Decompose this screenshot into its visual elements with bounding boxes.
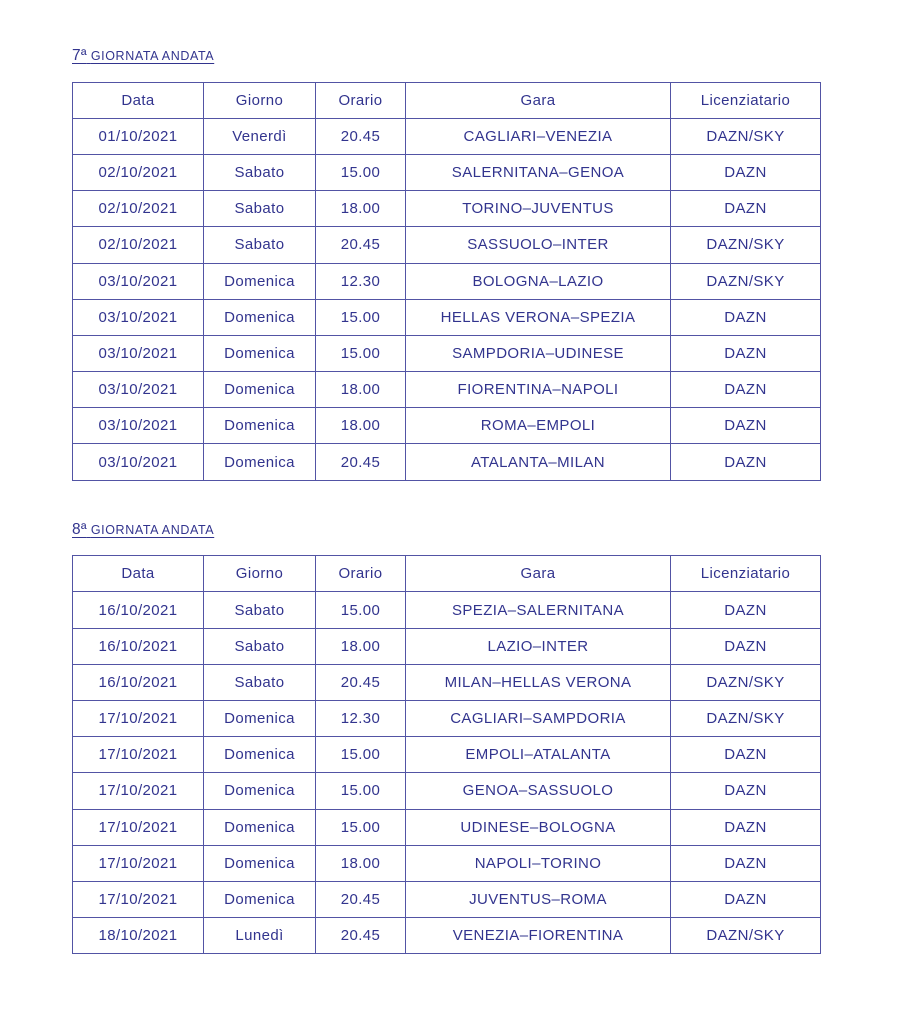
table-cell: 02/10/2021 <box>73 227 204 263</box>
table-cell: 15.00 <box>316 335 406 371</box>
header-cell-gara: Gara <box>406 82 671 118</box>
table-cell: 16/10/2021 <box>73 628 204 664</box>
table-cell: 20.45 <box>316 444 406 480</box>
table-cell: SASSUOLO–INTER <box>406 227 671 263</box>
giornata-7-section <box>72 47 905 481</box>
table-cell: 16/10/2021 <box>73 592 204 628</box>
table-cell: Lunedì <box>204 918 316 954</box>
table-cell: Domenica <box>204 737 316 773</box>
table-cell: 15.00 <box>316 154 406 190</box>
table-cell: Domenica <box>204 263 316 299</box>
section-ordinal: 7ª <box>72 47 87 64</box>
table-cell: 02/10/2021 <box>73 154 204 190</box>
table-cell: 18.00 <box>316 372 406 408</box>
table-cell: Domenica <box>204 444 316 480</box>
table-cell: DAZN <box>671 444 821 480</box>
table-cell: Sabato <box>204 191 316 227</box>
table-cell: 15.00 <box>316 299 406 335</box>
table-row <box>73 592 821 628</box>
table-cell: 15.00 <box>316 809 406 845</box>
table-cell: Domenica <box>204 335 316 371</box>
table-cell: DAZN/SKY <box>671 918 821 954</box>
table-row <box>73 773 821 809</box>
table-cell: NAPOLI–TORINO <box>406 845 671 881</box>
table-cell: Domenica <box>204 408 316 444</box>
table-cell: FIORENTINA–NAPOLI <box>406 372 671 408</box>
table-cell: ROMA–EMPOLI <box>406 408 671 444</box>
table-row <box>73 918 821 954</box>
header-cell-orario: Orario <box>316 556 406 592</box>
table-cell: BOLOGNA–LAZIO <box>406 263 671 299</box>
table-cell: 12.30 <box>316 263 406 299</box>
table-cell: EMPOLI–ATALANTA <box>406 737 671 773</box>
table-cell: 20.45 <box>316 664 406 700</box>
table-row <box>73 227 821 263</box>
table-row <box>73 335 821 371</box>
header-cell-orario: Orario <box>316 82 406 118</box>
table-cell: Domenica <box>204 845 316 881</box>
table-cell: DAZN <box>671 809 821 845</box>
table-cell: 03/10/2021 <box>73 299 204 335</box>
header-cell-data: Data <box>73 82 204 118</box>
table-cell: 20.45 <box>316 918 406 954</box>
table-cell: VENEZIA–FIORENTINA <box>406 918 671 954</box>
table-cell: CAGLIARI–SAMPDORIA <box>406 701 671 737</box>
table-row <box>73 154 821 190</box>
table-cell: 20.45 <box>316 881 406 917</box>
table-row <box>73 299 821 335</box>
table-cell: DAZN <box>671 299 821 335</box>
table-cell: Domenica <box>204 701 316 737</box>
table-cell: Domenica <box>204 372 316 408</box>
table-row <box>73 701 821 737</box>
table-cell: SAMPDORIA–UDINESE <box>406 335 671 371</box>
giornata-8-section <box>72 521 905 955</box>
table-cell: 17/10/2021 <box>73 809 204 845</box>
table-header-row <box>73 556 821 592</box>
table-cell: 18.00 <box>316 408 406 444</box>
table-row <box>73 809 821 845</box>
header-cell-licenziatario: Licenziatario <box>671 556 821 592</box>
header-cell-giorno: Giorno <box>204 82 316 118</box>
table-cell: LAZIO–INTER <box>406 628 671 664</box>
table-cell: 02/10/2021 <box>73 191 204 227</box>
schedule-table-giornata-7 <box>72 82 821 481</box>
table-cell: ATALANTA–MILAN <box>406 444 671 480</box>
section-title <box>72 521 905 540</box>
table-cell: DAZN/SKY <box>671 263 821 299</box>
table-cell: DAZN/SKY <box>671 118 821 154</box>
table-cell: 18/10/2021 <box>73 918 204 954</box>
table-row <box>73 191 821 227</box>
table-header-row <box>73 82 821 118</box>
table-cell: Sabato <box>204 227 316 263</box>
table-cell: DAZN <box>671 592 821 628</box>
table-cell: DAZN/SKY <box>671 664 821 700</box>
table-row <box>73 372 821 408</box>
table-cell: Sabato <box>204 154 316 190</box>
table-cell: 12.30 <box>316 701 406 737</box>
table-cell: 16/10/2021 <box>73 664 204 700</box>
table-cell: 15.00 <box>316 737 406 773</box>
table-cell: 18.00 <box>316 191 406 227</box>
table-cell: DAZN <box>671 737 821 773</box>
table-cell: DAZN <box>671 372 821 408</box>
header-cell-gara: Gara <box>406 556 671 592</box>
table-row <box>73 737 821 773</box>
table-body <box>73 118 821 480</box>
table-cell: 17/10/2021 <box>73 845 204 881</box>
table-cell: TORINO–JUVENTUS <box>406 191 671 227</box>
table-cell: DAZN <box>671 845 821 881</box>
table-row <box>73 628 821 664</box>
table-cell: GENOA–SASSUOLO <box>406 773 671 809</box>
table-cell: 15.00 <box>316 592 406 628</box>
table-row <box>73 664 821 700</box>
table-cell: 20.45 <box>316 118 406 154</box>
table-cell: UDINESE–BOLOGNA <box>406 809 671 845</box>
table-cell: 17/10/2021 <box>73 773 204 809</box>
table-cell: 03/10/2021 <box>73 444 204 480</box>
table-row <box>73 444 821 480</box>
table-cell: Sabato <box>204 664 316 700</box>
table-cell: CAGLIARI–VENEZIA <box>406 118 671 154</box>
table-cell: 18.00 <box>316 845 406 881</box>
table-cell: DAZN/SKY <box>671 701 821 737</box>
table-cell: 03/10/2021 <box>73 408 204 444</box>
table-body <box>73 592 821 954</box>
header-cell-data: Data <box>73 556 204 592</box>
section-title-label: GIORNATA ANDATA <box>90 49 215 63</box>
header-cell-licenziatario: Licenziatario <box>671 82 821 118</box>
table-cell: DAZN <box>671 881 821 917</box>
table-cell: 17/10/2021 <box>73 881 204 917</box>
table-cell: 18.00 <box>316 628 406 664</box>
table-cell: Domenica <box>204 881 316 917</box>
table-row <box>73 881 821 917</box>
table-cell: Venerdì <box>204 118 316 154</box>
table-row <box>73 118 821 154</box>
table-cell: 20.45 <box>316 227 406 263</box>
table-cell: Sabato <box>204 628 316 664</box>
section-title <box>72 47 905 66</box>
table-cell: JUVENTUS–ROMA <box>406 881 671 917</box>
table-row <box>73 408 821 444</box>
table-cell: 17/10/2021 <box>73 737 204 773</box>
table-cell: SPEZIA–SALERNITANA <box>406 592 671 628</box>
table-cell: Domenica <box>204 809 316 845</box>
table-cell: DAZN <box>671 628 821 664</box>
header-cell-giorno: Giorno <box>204 556 316 592</box>
table-cell: 17/10/2021 <box>73 701 204 737</box>
table-cell: DAZN <box>671 154 821 190</box>
table-row <box>73 845 821 881</box>
table-cell: DAZN <box>671 191 821 227</box>
section-title-label: GIORNATA ANDATA <box>90 522 215 537</box>
table-cell: DAZN <box>671 335 821 371</box>
table-cell: DAZN/SKY <box>671 227 821 263</box>
table-cell: SALERNITANA–GENOA <box>406 154 671 190</box>
table-cell: HELLAS VERONA–SPEZIA <box>406 299 671 335</box>
table-cell: 01/10/2021 <box>73 118 204 154</box>
table-cell: Domenica <box>204 773 316 809</box>
table-cell: Domenica <box>204 299 316 335</box>
schedule-table-giornata-8 <box>72 555 821 954</box>
table-cell: 03/10/2021 <box>73 263 204 299</box>
table-cell: 03/10/2021 <box>73 335 204 371</box>
table-cell: DAZN <box>671 408 821 444</box>
section-ordinal: 8ª <box>72 520 87 538</box>
table-cell: 15.00 <box>316 773 406 809</box>
table-row <box>73 263 821 299</box>
table-cell: 03/10/2021 <box>73 372 204 408</box>
table-cell: DAZN <box>671 773 821 809</box>
table-cell: Sabato <box>204 592 316 628</box>
table-cell: MILAN–HELLAS VERONA <box>406 664 671 700</box>
